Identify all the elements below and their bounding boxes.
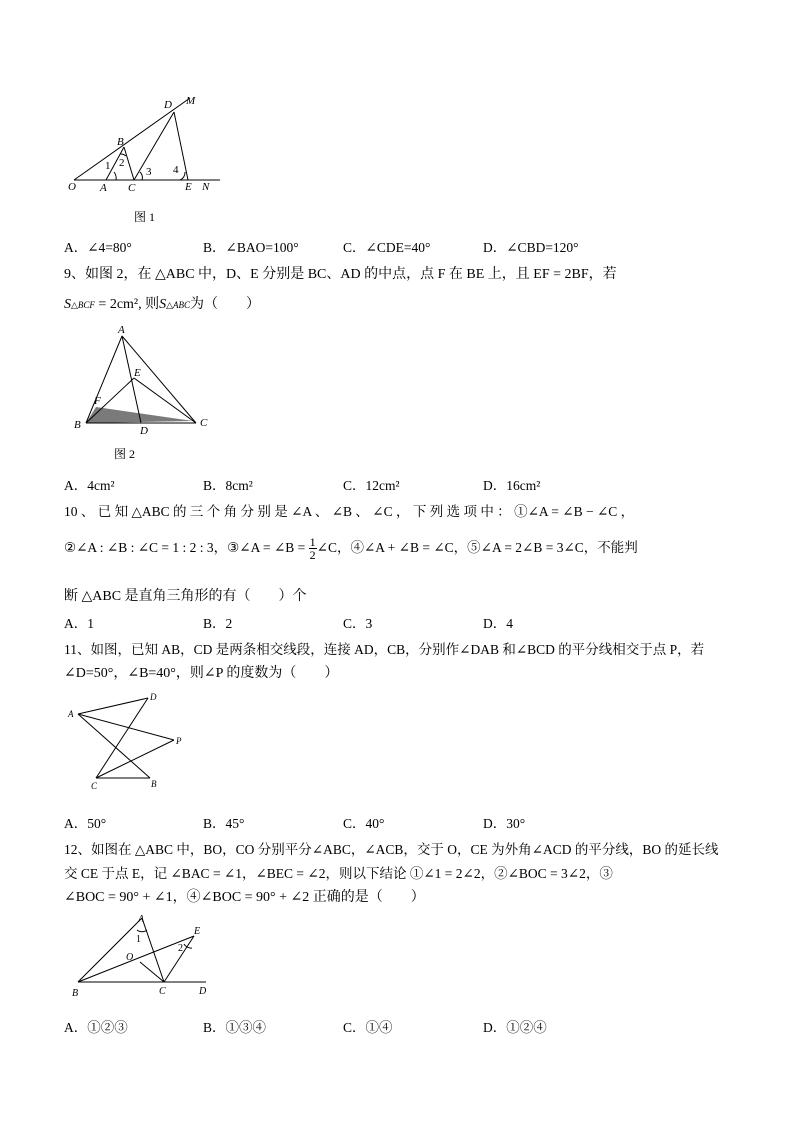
q11-option-c[interactable]: C．40° bbox=[343, 816, 385, 831]
fig1-caption: 图 1 bbox=[134, 210, 156, 224]
fig1-label-a: A bbox=[100, 182, 107, 194]
q10-option-c[interactable]: C．3 bbox=[343, 616, 373, 631]
q8-option-b[interactable]: B．∠BAO=100° bbox=[203, 240, 299, 255]
q9-option-d[interactable]: D．16cm² bbox=[483, 478, 541, 493]
q8-option-c[interactable]: C．∠CDE=40° bbox=[343, 240, 431, 255]
fig11-label-a: A bbox=[68, 709, 74, 719]
q11-text-line1: 11、如图，已知 AB，CD 是两条相交线段，连接 AD，CB，分别作∠DAB 和∠BCD 的平分线相交于点 P，若 bbox=[64, 642, 705, 657]
fig2-label-f: F bbox=[94, 395, 101, 407]
q10-text-line1: 10 、 已 知 △ABC 的 三 个 角 分 别 是 ∠A 、 ∠B 、 ∠C ， 下 列 选 项 中 ： ①∠A = ∠B − ∠C ， bbox=[64, 504, 635, 519]
q11-option-b[interactable]: B．45° bbox=[203, 816, 245, 831]
q12-option-c[interactable]: C．①④ bbox=[343, 1020, 393, 1035]
fig12-label-c: C bbox=[159, 986, 166, 997]
fig1-label-c: C bbox=[128, 182, 136, 194]
q9-text-line2: S△BCF = 2cm², 则S△ABC为（ ） bbox=[64, 297, 261, 312]
fig12-angle-1: 1 bbox=[136, 934, 141, 945]
q10-option-b[interactable]: B．2 bbox=[203, 616, 233, 631]
fig1-label-d: D bbox=[164, 99, 172, 111]
q12-option-a[interactable]: A．①②③ bbox=[64, 1020, 128, 1035]
q12-option-d[interactable]: D．①②④ bbox=[483, 1020, 547, 1035]
fig2-label-e: E bbox=[134, 367, 141, 379]
fig1-label-b: B bbox=[117, 136, 124, 148]
fig11-label-p: P bbox=[176, 736, 182, 746]
q9-text-line1: 9、如图 2，在 △ABC 中，D、E 分别是 BC、AD 的中点，点 F 在 BE 上，且 EF = 2BF，若 bbox=[64, 267, 617, 282]
q10-text-line3: 断 △ABC 是直角三角形的有（ ）个 bbox=[64, 589, 307, 604]
fig12-label-d: D bbox=[199, 986, 207, 997]
fig11-label-b: B bbox=[151, 779, 157, 789]
q10-option-d[interactable]: D．4 bbox=[483, 616, 513, 631]
figure-2 bbox=[68, 322, 218, 437]
q10-option-a[interactable]: A．1 bbox=[64, 616, 94, 631]
fig12-label-e: E bbox=[194, 926, 201, 937]
q8-option-d[interactable]: D．∠CBD=120° bbox=[483, 240, 579, 255]
fig1-angle-4: 4 bbox=[173, 164, 179, 176]
fig12-label-b: B bbox=[72, 988, 79, 999]
q12-text-line1: 12、如图在 △ABC 中，BO，CO 分别平分∠ABC，∠ACB，交于 O，CE 为外角∠ACD 的平分线，BO 的延长线 bbox=[64, 842, 719, 857]
q11-option-a[interactable]: A．50° bbox=[64, 816, 107, 831]
fig1-angle-3: 3 bbox=[146, 166, 152, 178]
fig12-angle-2: 2 bbox=[178, 943, 183, 954]
fig2-label-a: A bbox=[118, 324, 125, 336]
figure-q11 bbox=[64, 688, 194, 793]
figure-1 bbox=[60, 90, 230, 200]
q9-option-b[interactable]: B．8cm² bbox=[203, 478, 253, 493]
fig11-label-d: D bbox=[150, 692, 157, 702]
q9-option-a[interactable]: A．4cm² bbox=[64, 478, 115, 493]
q10-text-line2: ②∠A : ∠B : ∠C = 1 : 2 : 3，③∠A = ∠B = $\frac{1}{2}$ ∠C，④∠A + ∠B = ∠C，⑤∠A = 2∠B = 3∠C，不能判 bbox=[64, 535, 638, 563]
q8-option-a[interactable]: A．∠4=80° bbox=[64, 240, 132, 255]
q12-option-b[interactable]: B．①③④ bbox=[203, 1020, 267, 1035]
fig1-label-e: E bbox=[185, 181, 192, 193]
fig1-angle-2: 2 bbox=[119, 157, 125, 169]
fig1-label-m: M bbox=[186, 95, 196, 107]
fig11-label-c: C bbox=[91, 781, 98, 791]
fig12-label-o: O bbox=[126, 952, 134, 963]
q12-text-line2: 交 CE 于点 E，记 ∠BAC = ∠1，∠BEC = ∠2，则以下结论 ①∠1 = 2∠2，②∠BOC = 3∠2，③ bbox=[64, 866, 613, 881]
fig2-label-b: B bbox=[74, 419, 81, 431]
q11-option-d[interactable]: D．30° bbox=[483, 816, 526, 831]
fig2-label-c: C bbox=[200, 417, 208, 429]
q11-text-line2: ∠D=50°，∠B=40°，则∠P 的度数为（ ） bbox=[64, 666, 339, 681]
q12-text-line3: ∠BOC = 90° + ∠1，④∠BOC = 90° + ∠2 正确的是（ ） bbox=[64, 890, 425, 905]
fig1-label-o: O bbox=[68, 181, 76, 193]
figure-q12 bbox=[64, 910, 224, 1005]
fig1-angle-1: 1 bbox=[105, 160, 111, 172]
fig2-caption: 图 2 bbox=[114, 447, 136, 461]
q9-option-c[interactable]: C．12cm² bbox=[343, 478, 400, 493]
fig12-label-a: A bbox=[138, 914, 145, 925]
fig2-label-d: D bbox=[140, 425, 148, 437]
fig1-label-n: N bbox=[202, 181, 210, 193]
